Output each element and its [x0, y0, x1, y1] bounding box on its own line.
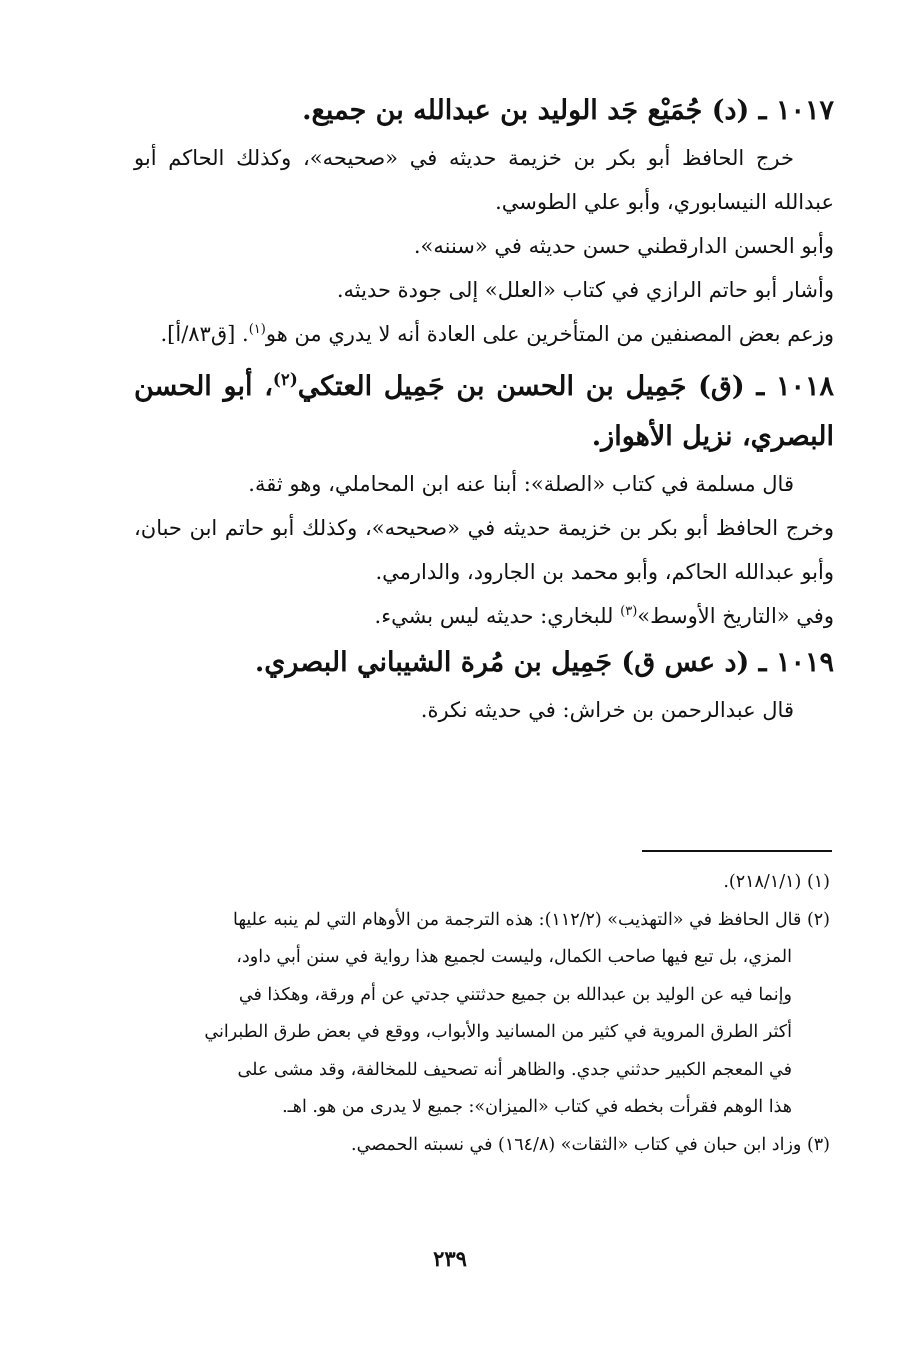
entry-heading-1018	[134, 362, 834, 462]
footnotes	[134, 864, 830, 1164]
entry-1017-paragraph-3: وأشار أبو حاتم الرازي في كتاب «العلل» إلى جودة حديثه.	[336, 278, 834, 302]
entry-1017-paragraph-4	[134, 312, 834, 356]
page-number: ٢٣٩	[433, 1246, 467, 1271]
footnote-2-line-4: أكثر الطرق المروية في كثير من المسانيد والأبواب، ووقع في بعض طرق الطبراني	[204, 1022, 792, 1042]
folio-reference: . [ق٨٣/أ].	[160, 322, 249, 346]
entry-heading-1019: ١٠١٩ ـ (د عس ق) جَمِيل بن مُرة الشيباني البصري.	[254, 647, 834, 678]
entry-1017-paragraph-2: وأبو الحسن الدارقطني حسن حديثه في «سننه».	[413, 234, 834, 258]
entry-1018-paragraph-3-end: للبخاري: حديثه ليس بشيء.	[374, 604, 621, 628]
entry-1018-paragraph-1: قال مسلمة في كتاب «الصلة»: أبنا عنه ابن المحاملي، وهو ثقة.	[248, 472, 794, 496]
footnote-1-text: (٢١٨/١/١).	[723, 872, 802, 892]
entry-heading-1018-start: ١٠١٨ ـ (ق) جَمِيل بن الحسن بن جَمِيل العتكي	[297, 371, 834, 402]
footnote-2-line-3: وإنما فيه عن الوليد بن عبدالله بن جميع حدثتني جدتي عن أم ورقة، وهكذا في	[238, 984, 792, 1005]
footnote-2-line-5: في المعجم الكبير حدثني جدي. والظاهر أنه تصحيف للمخالفة، وقد مشى على	[237, 1059, 792, 1080]
entry-heading-1017: ١٠١٧ ـ (د) جُمَيْع جَد الوليد بن عبدالله بن جميع.	[302, 95, 834, 126]
entry-1018-paragraph-2: وخرج الحافظ أبو بكر بن خزيمة حديثه في «صحيحه»، وكذلك أبو حاتم ابن حبان، وأبو عبدالله الحاكم، وأبو محمد بن الجارود، والدارمي.	[134, 516, 834, 584]
footnote-3	[134, 1127, 830, 1165]
footnote-marker-2: (٢)	[272, 369, 298, 389]
footnote-2-number: (٢)	[806, 909, 830, 930]
entry-1019-paragraph-1: قال عبدالرحمن بن خراش: في حديثه نكرة.	[420, 698, 794, 722]
footnote-2	[134, 902, 830, 940]
entry-1017-paragraph-1: خرج الحافظ أبو بكر بن خزيمة حديثه في «صحيحه»، وكذلك الحاكم أبو عبدالله النيسابوري، وأبو علي الطوسي.	[134, 146, 834, 214]
main-text	[134, 86, 834, 732]
footnote-marker-1: (١)	[248, 322, 266, 337]
footnote-1	[134, 864, 830, 902]
footnote-3-number: (٣)	[806, 1134, 830, 1155]
footnote-2-line-6: هذا الوهم فقرأت بخطه في كتاب «الميزان»: جميع لا يدرى من هو. اهـ.	[282, 1097, 792, 1117]
footnote-2-line-2: المزي، بل تبع فيها صاحب الكمال، وليست لجميع هذا رواية في سنن أبي داود،	[236, 947, 792, 967]
footnote-3-text: وزاد ابن حبان في كتاب «الثقات» (١٦٤/٨) في نسبته الحمصي.	[351, 1134, 802, 1155]
entry-heading-1018-end: ، أبو الحسن البصري، نزيل الأهواز.	[134, 371, 834, 452]
footnote-marker-3: (٣)	[620, 604, 638, 619]
footnote-2-line-1: قال الحافظ في «التهذيب» (١١٢/٢): هذه الترجمة من الأوهام التي لم ينبه عليها	[233, 909, 802, 930]
footnote-1-number: (١)	[806, 872, 830, 892]
entry-1018-paragraph-3-start: وفي «التاريخ الأوسط»	[637, 604, 834, 628]
entry-1017-paragraph-4-text: وزعم بعض المصنفين من المتأخرين على العادة أنه لا يدري من هو	[265, 322, 834, 346]
footnote-divider	[642, 850, 832, 852]
entry-1018-paragraph-3	[134, 594, 834, 638]
